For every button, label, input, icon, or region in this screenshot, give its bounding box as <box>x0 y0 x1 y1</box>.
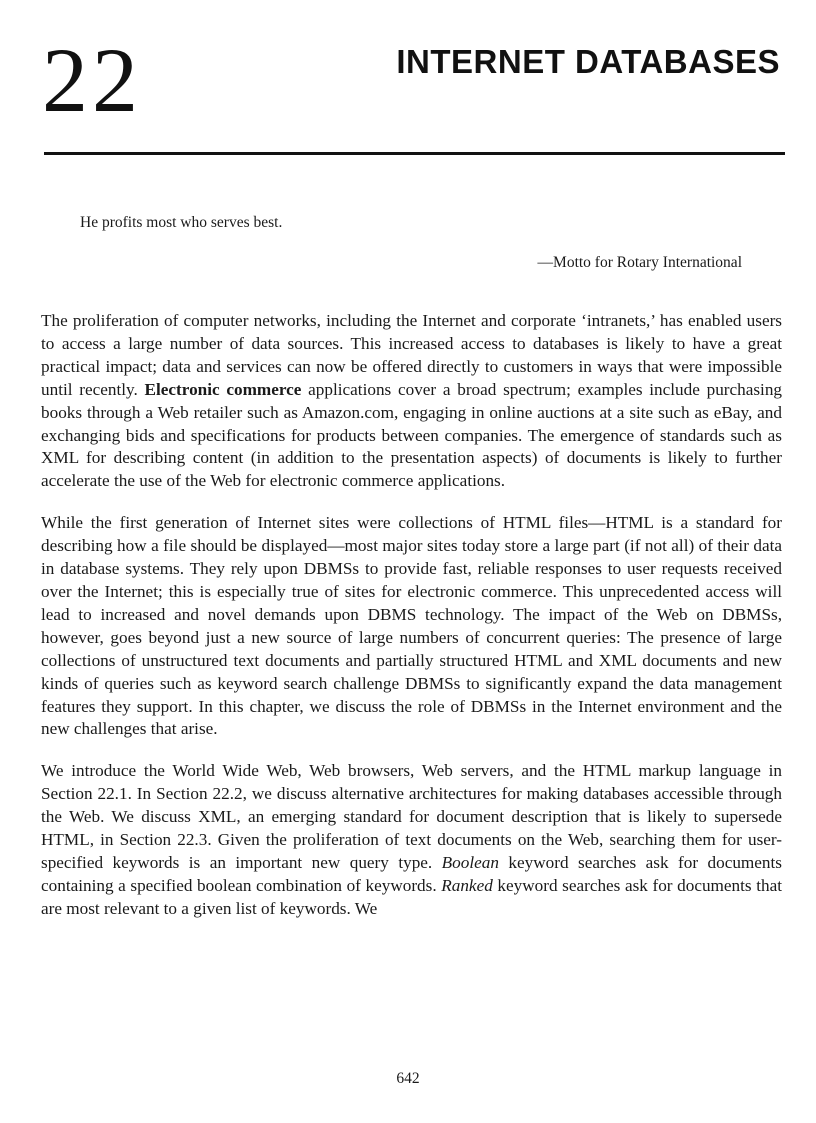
paragraph-1 <box>41 310 782 493</box>
paragraph-1-text-start: The proliferation of computer networks, including the Internet and corporate ‘intranets,’ has enabled users to access a large number of data sources. This increased access to databases is likely to have a great practical impact; data and services can now be offered directly to customers in ways that were impossible until recently. <box>41 311 782 399</box>
epigraph-attribution: —Motto for Rotary International <box>537 254 742 271</box>
chapter-title: INTERNET DATABASES <box>396 43 780 80</box>
title-rule <box>44 152 785 155</box>
term-boolean: Boolean <box>441 852 499 872</box>
paragraph-3-text-part1: We introduce the World Wide Web, Web browsers, Web servers, and the HTML markup language in Section 22.1. In Section 22.2, we discuss alternative architectures for making databases accessible through the Web. We discuss XML, an emerging standard for document description that is likely to supersede HTML, in Section 22.3. Given the proliferation of text documents on the Web, searching them for user-specified keywords is an important new query type. <box>41 761 782 872</box>
paragraph-3 <box>41 760 782 920</box>
paragraph-2: While the first generation of Internet sites were collections of HTML files—HTML is a standard for describing how a file should be displayed—most major sites today store a large part (if not all) of their data in database systems. They rely upon DBMSs to provide fast, reliable responses to user requests received over the Internet; this is especially true of sites for electronic commerce. This unprecedented access will lead to increased and novel demands upon DBMS technology. The impact of the Web on DBMSs, however, goes beyond just a new source of large numbers of concurrent queries: The presence of large collections of unstructured text documents and partially structured HTML and XML documents and new kinds of queries such as keyword search challenge DBMSs to significantly expand the data management features they support. In this chapter, we discuss the role of DBMSs in the Internet environment and the new challenges that arise. <box>41 513 782 739</box>
paragraph-3-text-part3: keyword searches ask for documents that are most relevant to a given list of keywords. We <box>41 875 782 918</box>
chapter-number: 22 <box>42 29 142 131</box>
paragraph-1-text-end: applications cover a broad spectrum; examples include purchasing books through a Web retailer such as Amazon.com, engaging in online auctions at a site such as eBay, and exchanging bids and specifications for products between companies. The emergence of standards such as XML for describing content (in addition to the presentation aspects) of documents is likely to further accelerate the use of the Web for electronic commerce applications. <box>41 379 783 491</box>
body-text <box>41 310 782 940</box>
epigraph-quote: He profits most who serves best. <box>80 214 283 231</box>
term-electronic-commerce: Electronic commerce <box>144 379 302 399</box>
term-ranked: Ranked <box>441 875 493 895</box>
page-number: 642 <box>396 1070 420 1087</box>
paragraph-3-text-part2: keyword searches ask for documents containing a specified boolean combination of keywords. <box>41 852 782 895</box>
